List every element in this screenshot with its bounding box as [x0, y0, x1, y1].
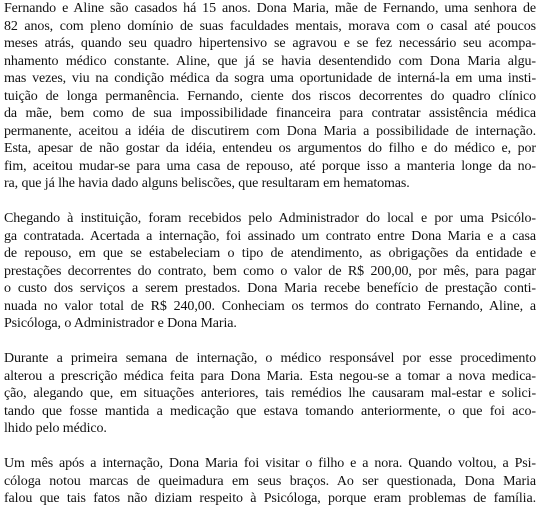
line-text: fim, aceitou mudar-se para uma casa de repouso, até porque isso a manteria longe da no-	[4, 158, 536, 174]
text-line	[4, 140, 536, 158]
line-text: nuada no valor total de R$ 240,00. Conheciam os termos do contrato Fernando, Aline, a	[4, 298, 536, 314]
line-text: ga contratada. Acertada a internação, foi assinado um contrato entre Dona Maria e a casa	[4, 228, 536, 244]
line-text: Psicóloga, o Administrador e Dona Maria.	[4, 316, 237, 331]
line-text: Um mês após a internação, Dona Maria foi visitar o filho e a nora. Quando voltou, a Psi-	[4, 456, 536, 471]
line-text: meses atrás, quando seu quadro hipertensivo se agravou e se fez necessário seu acompa-	[4, 36, 536, 51]
line-text: prestações decorrentes do contrato, bem como o valor de R$ 200,00, por mês, para pagar	[4, 263, 536, 279]
text-line	[4, 0, 536, 18]
line-text: tando que fosse mantida a medicação que estava tomando anteriormente, o que foi aco-	[4, 403, 536, 419]
text-line	[4, 490, 536, 508]
text-line	[4, 70, 536, 88]
text-line	[4, 245, 536, 263]
text-line	[4, 210, 536, 228]
line-text: permanente, aceitou a idéia de discutirem com Dona Maria a possibilidade de internação.	[4, 123, 536, 139]
text-line	[4, 403, 536, 421]
text-line	[4, 228, 536, 246]
line-text: 82 anos, com pleno domínio de suas faculdades mentais, morava com o casal até poucos	[4, 18, 536, 34]
text-line	[4, 18, 536, 36]
text-line	[4, 473, 536, 491]
text-line	[4, 35, 536, 53]
text-line	[4, 123, 536, 141]
text-line	[4, 420, 536, 438]
line-text: Chegando à instituição, foram recebidos pelo Administrador do local e por uma Psicólo-	[4, 211, 536, 226]
text-line	[4, 315, 536, 333]
line-text: falou que tais fatos não diziam respeito à Psicóloga, porque eram problemas de família.	[4, 491, 536, 506]
paragraph-gap	[4, 333, 536, 351]
line-text: da mãe, bem como de sua impossibilidade financeira para contratar assistência médica	[4, 106, 536, 121]
line-text: o custo dos serviços a serem prestados. Dona Maria recebe benefício de prestação conti-	[4, 281, 536, 296]
line-text: de repouso, em que se estabeleciam o tipo de atendimento, as obrigações da entidade e	[4, 246, 536, 261]
line-text: tuição de longa permanência. Fernando, ciente dos riscos decorrentes do quadro clínico	[4, 88, 536, 104]
line-text: Esta, apesar de não gostar da idéia, entendeu os argumentos do filho e do médico e, por	[4, 141, 536, 156]
line-text: nhamento médico constante. Aline, que já se havia desentendido com Dona Maria algu-	[4, 53, 536, 69]
line-text: alterou a prescrição médica feita para Dona Maria. Esta negou-se a tomar a nova medica-	[4, 368, 536, 384]
text-line	[4, 88, 536, 106]
line-text: Fernando e Aline são casados há 15 anos. Dona Maria, mãe de Fernando, uma senhora de	[4, 1, 536, 16]
line-text: cóloga notou marcas de queimadura em seus braços. Ao ser questionada, Dona Maria	[4, 473, 536, 489]
text-line	[4, 53, 536, 71]
paragraph-gap	[4, 438, 536, 456]
paragraph-4	[4, 455, 536, 508]
paragraph-3	[4, 350, 536, 438]
line-text: ção, alegando que, em situações anteriores, tais remédios lhe causaram mal-estar e solici-	[4, 386, 536, 401]
line-text: mas vezes, viu na condição médica da sogra uma oportunidade de interná-la em uma insti-	[4, 71, 536, 86]
text-line	[4, 455, 536, 473]
line-text: Durante a primeira semana de internação, o médico responsável por esse procedimento	[4, 351, 536, 366]
text-line	[4, 175, 536, 193]
text-line	[4, 385, 536, 403]
text-line	[4, 298, 536, 316]
paragraph-2	[4, 210, 536, 333]
text-line	[4, 158, 536, 176]
text-line	[4, 105, 536, 123]
line-text: ra, que já lhe havia dado alguns beliscões, que resultaram em hematomas.	[4, 176, 410, 191]
text-line	[4, 368, 536, 386]
paragraph-1	[4, 0, 536, 193]
line-text: lhido pelo médico.	[4, 421, 107, 436]
text-line	[4, 350, 536, 368]
text-line	[4, 280, 536, 298]
paragraph-gap	[4, 193, 536, 211]
text-line	[4, 263, 536, 281]
